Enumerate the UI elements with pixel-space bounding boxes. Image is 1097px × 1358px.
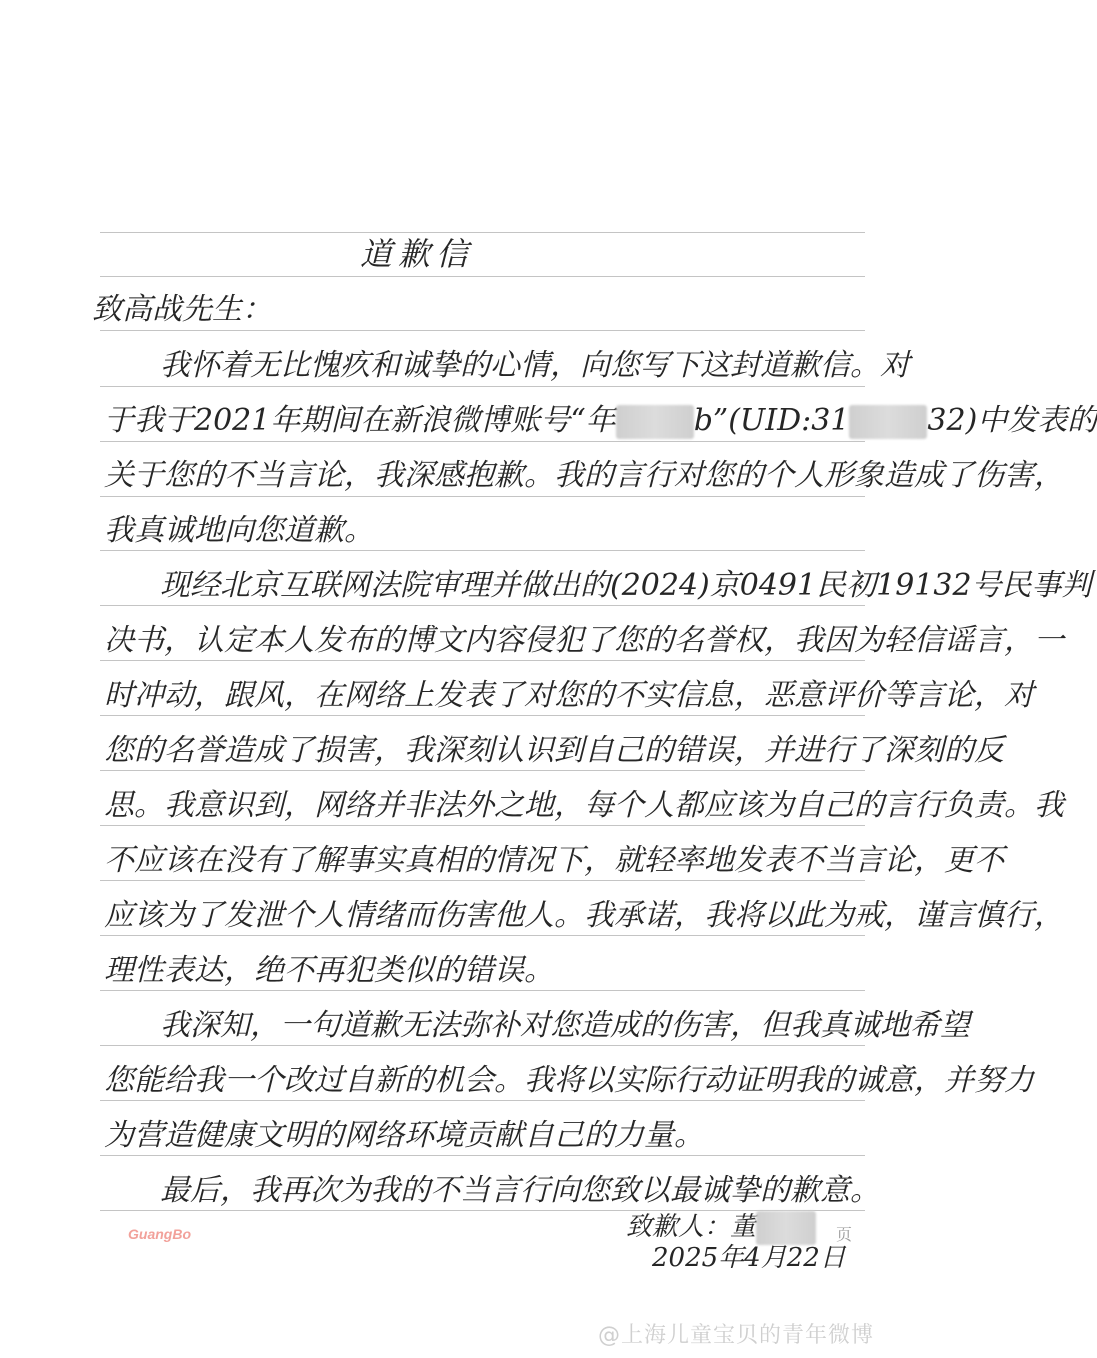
line-text: 于我于2021年期间在新浪微博账号“年 [104, 403, 616, 438]
letter-line: 理性表达，绝不再犯类似的错误。 [104, 953, 554, 988]
rule-line [100, 330, 865, 331]
line-text: b”(UID:31 [693, 403, 850, 438]
letter-line-redacted [104, 401, 1097, 441]
redaction-blur [616, 405, 694, 439]
letter-line: 我深知，一句道歉无法弥补对您造成的伤害，但我真诚地希望 [160, 1008, 970, 1043]
weibo-watermark: @上海儿童宝贝的青年微博 [598, 1323, 875, 1348]
rule-line [100, 441, 865, 442]
letter-line: 您能给我一个改过自新的机会。我将以实际行动证明我的诚意，并努力 [104, 1063, 1034, 1098]
signature-text: 致歉人：董 [626, 1212, 757, 1242]
salutation: 致高战先生： [92, 292, 272, 327]
rule-line [100, 386, 865, 387]
redaction-blur [849, 405, 927, 439]
letter-line: 最后，我再次为我的不当言行向您致以最诚挚的歉意。 [160, 1173, 880, 1208]
letter-line: 我怀着无比愧疚和诚挚的心情，向您写下这封道歉信。对 [160, 348, 910, 383]
letter-line: 决书，认定本人发布的博文内容侵犯了您的名誉权，我因为轻信谣言，一 [104, 623, 1064, 658]
letter-line: 不应该在没有了解事实真相的情况下，就轻率地发表不当言论，更不 [104, 843, 1004, 878]
letter-line: 思。我意识到，网络并非法外之地，每个人都应该为自己的言行负责。我 [104, 788, 1064, 823]
letter-line: 时冲动，跟风，在网络上发表了对您的不实信息，恶意评价等言论，对 [104, 678, 1034, 713]
rule-line [100, 232, 865, 233]
letter-line: 为营造健康文明的网络环境贡献自己的力量。 [104, 1118, 704, 1153]
rule-line [100, 276, 865, 277]
letter-line: 应该为了发泄个人情绪而伤害他人。我承诺，我将以此为戒，谨言慎行， [104, 898, 1064, 933]
letter-date: 2025年4月22日 [652, 1243, 846, 1273]
letter-title: 道歉信 [360, 235, 475, 273]
letter-line: 我真诚地向您道歉。 [104, 513, 374, 548]
rule-line [100, 496, 865, 497]
letter-line: 关于您的不当言论，我深感抱歉。我的言行对您的个人形象造成了伤害， [104, 458, 1064, 493]
page-mark: 页 [836, 1227, 853, 1244]
paper-logo: GuangBo [128, 1226, 191, 1242]
letter-line: 您的名誉造成了损害，我深刻认识到自己的错误，并进行了深刻的反 [104, 733, 1004, 768]
letter-line: 现经北京互联网法院审理并做出的(2024)京0491民初19132号民事判 [160, 568, 1092, 603]
line-text: 32)中发表的 [927, 403, 1097, 438]
